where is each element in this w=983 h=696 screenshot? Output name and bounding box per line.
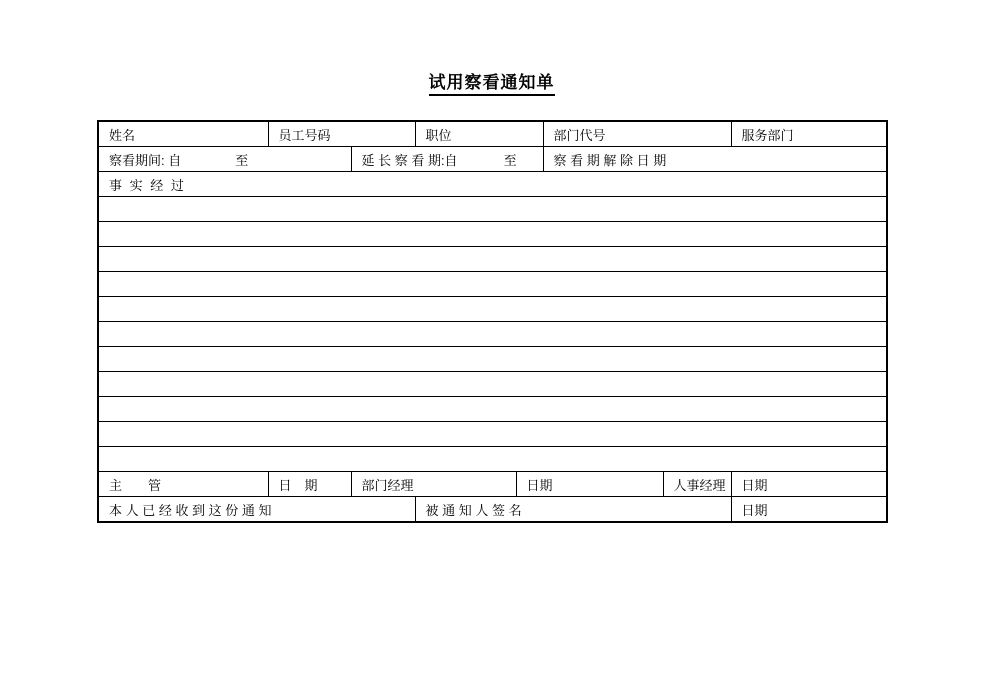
cell-blank-line[interactable] bbox=[98, 322, 887, 347]
cell-service-department[interactable]: 服务部门 bbox=[731, 121, 887, 147]
cell-blank-line[interactable] bbox=[98, 372, 887, 397]
cell-blank-line[interactable] bbox=[98, 397, 887, 422]
observation-period-label: 察看期间: 自 bbox=[109, 152, 182, 168]
cell-supervisor[interactable]: 主 管 bbox=[98, 472, 268, 497]
extension-period-to-label: 至 bbox=[503, 152, 517, 168]
cell-acknowledgement-statement: 本 人 已 经 收 到 这 份 通 知 bbox=[98, 497, 415, 523]
table-row-blank-line bbox=[98, 222, 887, 247]
table-row-periods bbox=[98, 147, 887, 172]
table-row-basic-info bbox=[98, 121, 887, 147]
cell-observation-period[interactable] bbox=[98, 147, 351, 172]
observation-period-to-label: 至 bbox=[235, 152, 249, 168]
page-title bbox=[0, 68, 983, 93]
cell-department-manager-date[interactable]: 日期 bbox=[516, 472, 663, 497]
cell-employee-number[interactable]: 员工号码 bbox=[268, 121, 415, 147]
cell-blank-line[interactable] bbox=[98, 297, 887, 322]
table-row-blank-line bbox=[98, 422, 887, 447]
table-row-blank-line bbox=[98, 247, 887, 272]
page-title-text: 试用察看通知单 bbox=[429, 73, 555, 96]
cell-blank-line[interactable] bbox=[98, 347, 887, 372]
cell-hr-manager[interactable]: 人事经理 bbox=[663, 472, 731, 497]
table-row-blank-line bbox=[98, 372, 887, 397]
table-row-blank-line bbox=[98, 347, 887, 372]
cell-position[interactable]: 职位 bbox=[415, 121, 543, 147]
notice-form-table bbox=[97, 120, 888, 523]
cell-blank-line[interactable] bbox=[98, 197, 887, 222]
cell-blank-line[interactable] bbox=[98, 422, 887, 447]
cell-name[interactable]: 姓名 bbox=[98, 121, 268, 147]
table-row-blank-line bbox=[98, 397, 887, 422]
extension-period-label: 延 长 察 看 期:自 bbox=[361, 152, 458, 168]
table-row-blank-line bbox=[98, 447, 887, 472]
cell-release-date[interactable]: 察 看 期 解 除 日 期 bbox=[543, 147, 887, 172]
table-row-facts-label bbox=[98, 172, 887, 197]
table-row-blank-line bbox=[98, 322, 887, 347]
cell-blank-line[interactable] bbox=[98, 447, 887, 472]
table-row-blank-line bbox=[98, 297, 887, 322]
cell-supervisor-date[interactable]: 日 期 bbox=[268, 472, 351, 497]
cell-acknowledgement-date[interactable]: 日期 bbox=[731, 497, 887, 523]
cell-blank-line[interactable] bbox=[98, 222, 887, 247]
table-row-acknowledgement bbox=[98, 497, 887, 523]
table-row-blank-line bbox=[98, 272, 887, 297]
cell-department-manager[interactable]: 部门经理 bbox=[351, 472, 516, 497]
table-row-signatures bbox=[98, 472, 887, 497]
cell-notified-person-signature[interactable]: 被 通 知 人 签 名 bbox=[415, 497, 731, 523]
table-row-blank-line bbox=[98, 197, 887, 222]
cell-blank-line[interactable] bbox=[98, 272, 887, 297]
cell-hr-manager-date[interactable]: 日期 bbox=[731, 472, 887, 497]
cell-blank-line[interactable] bbox=[98, 247, 887, 272]
cell-department-code[interactable]: 部门代号 bbox=[543, 121, 731, 147]
cell-extension-period[interactable] bbox=[351, 147, 543, 172]
notice-form bbox=[97, 120, 886, 523]
cell-facts-label: 事 实 经 过 bbox=[98, 172, 887, 197]
